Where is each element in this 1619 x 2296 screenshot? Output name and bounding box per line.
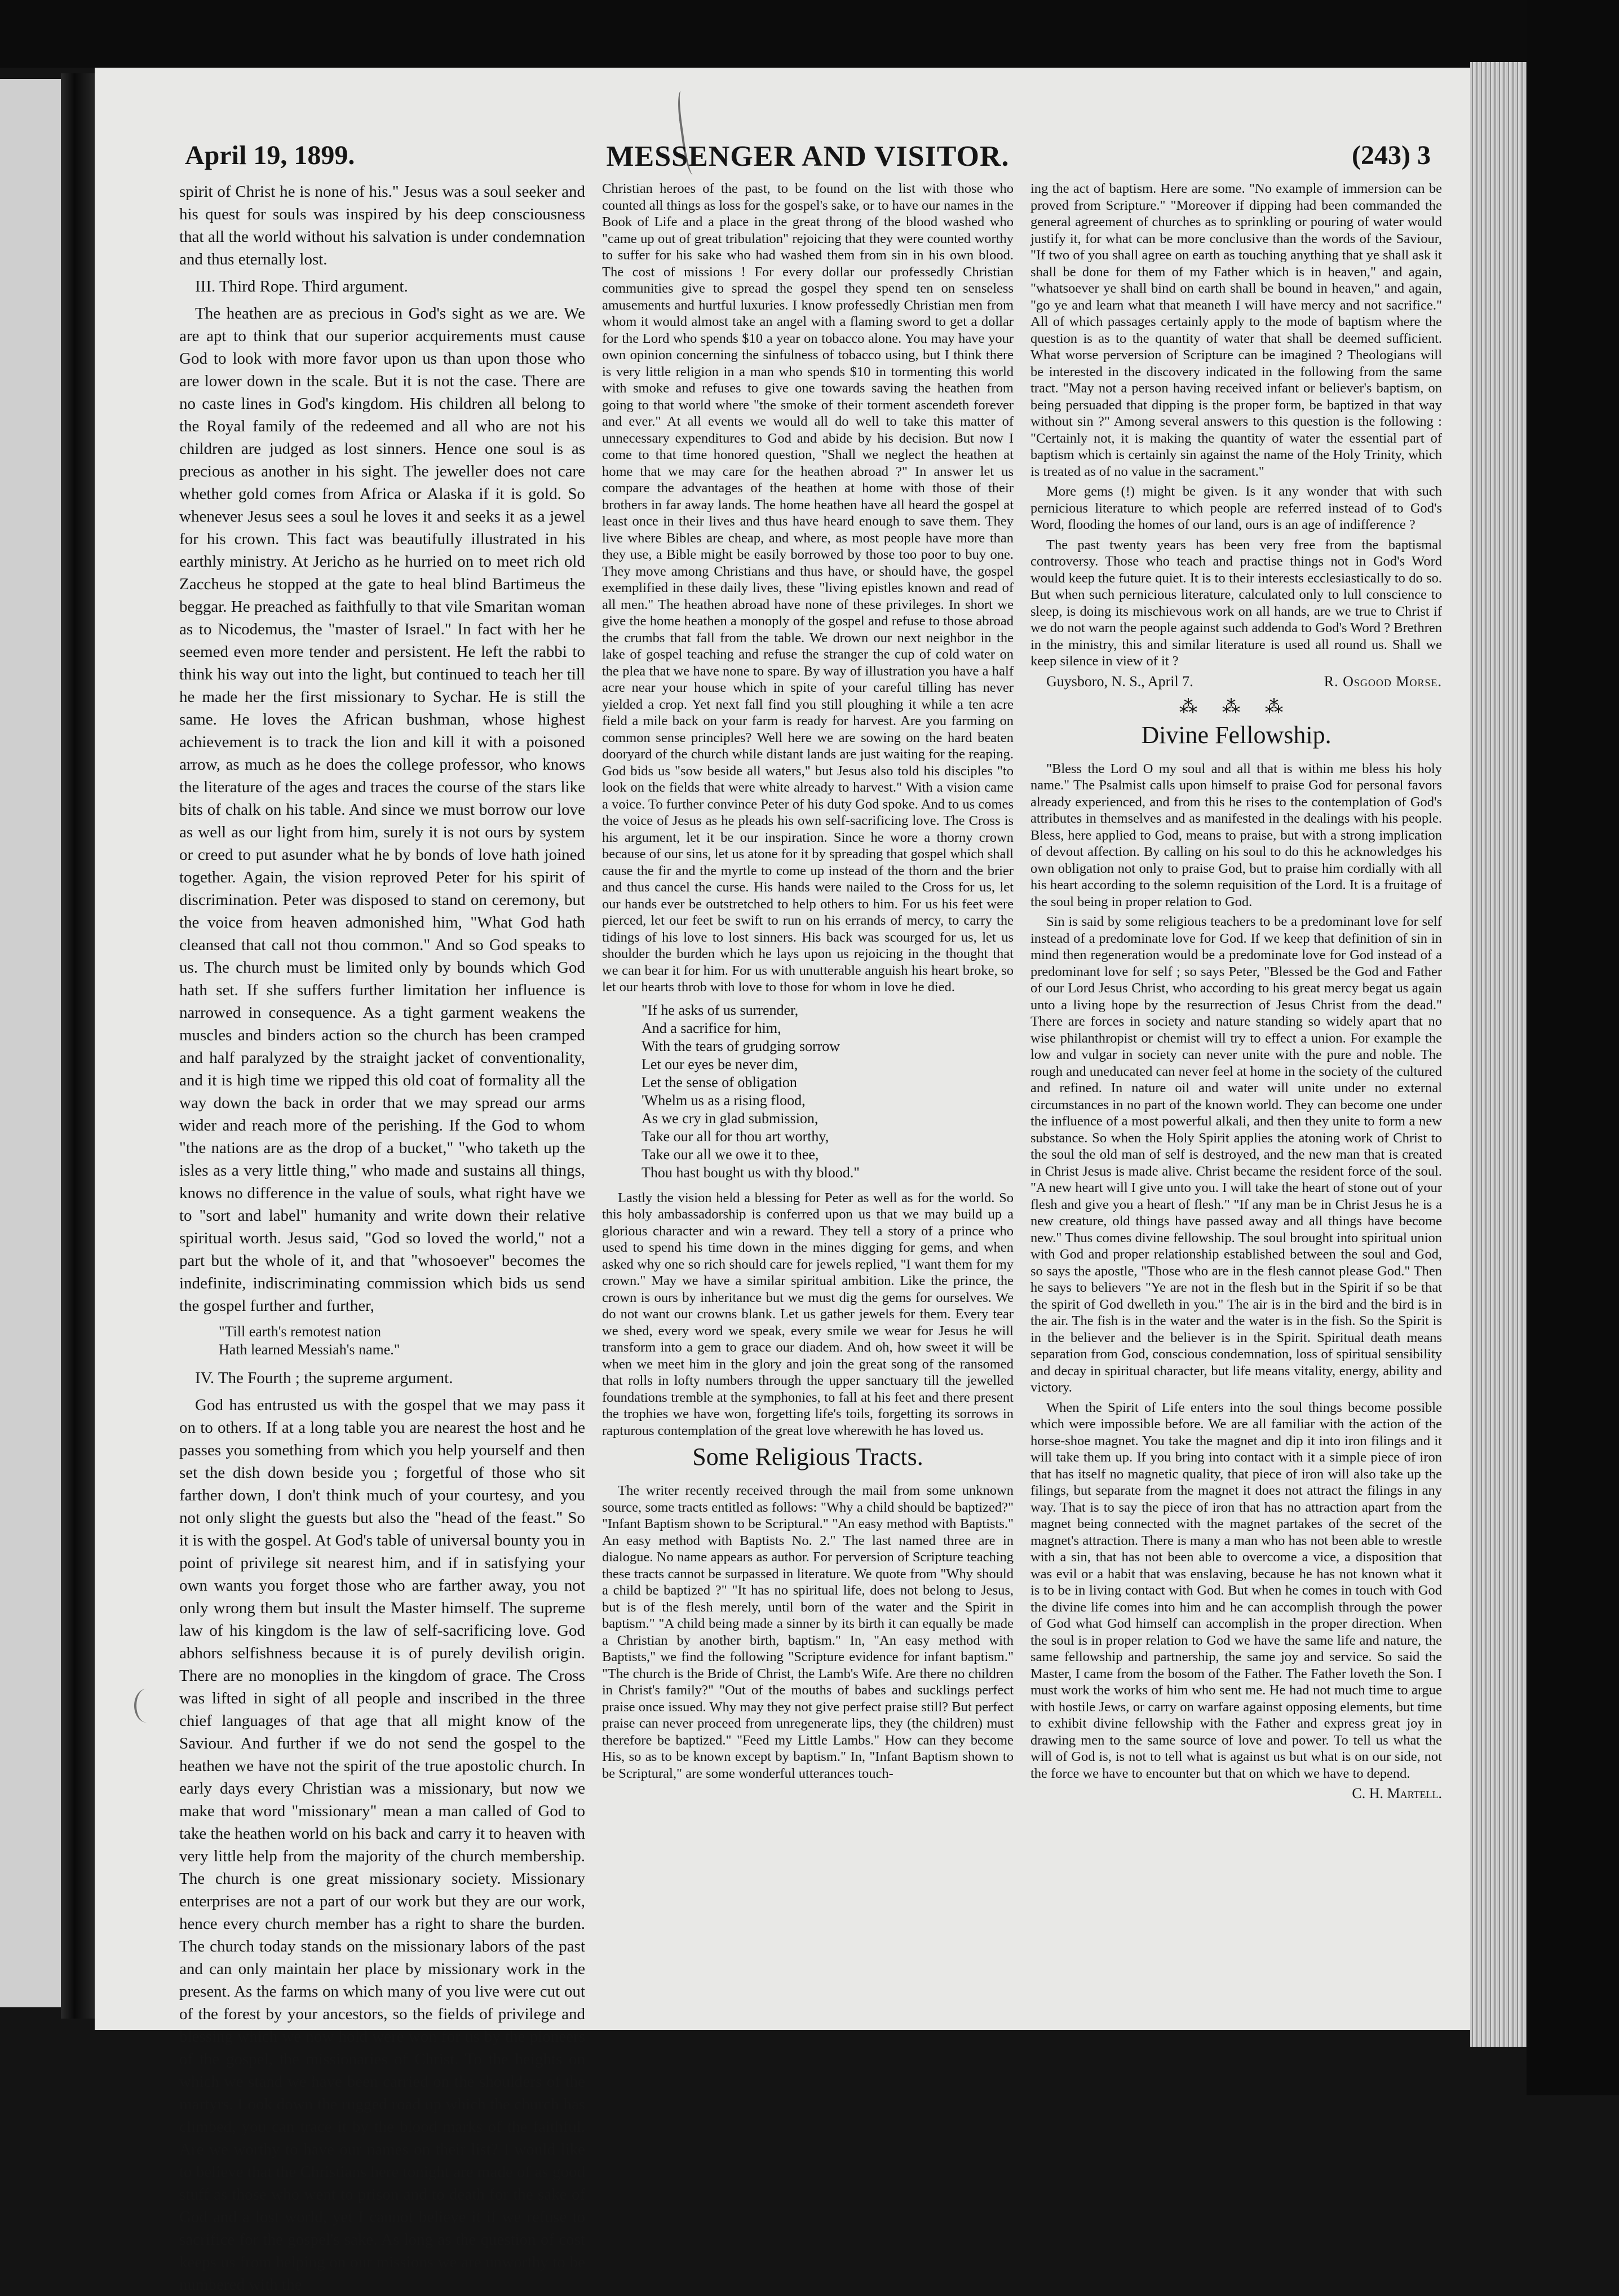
paragraph: spirit of Christ he is none of his." Jesus was a soul seeker and his quest for souls was inspired by his deep consciousness that all the world without his salvation is under condemnation and thus eternally lost.: [179, 183, 585, 268]
article-title: Some Religious Tracts.: [692, 1443, 923, 1471]
page-number: (243) 3: [1352, 140, 1431, 170]
verse-quote: "Till earth's remotest nation Hath learned Messiah's name.": [219, 1323, 400, 1358]
section-divider-ornament: ⁂ ⁂ ⁂: [1179, 696, 1293, 717]
page-header: [185, 140, 1431, 179]
paragraph: The heathen are as precious in God's sight as we are. We are apt to think that our superior acquirements must cause God to look with more favor upon us than upon those who are lower down in the scale. But it is not the case. There are no caste lines in God's kingdom. His children all belong to the Royal family of the redeemed and all who are not his children are judged as lost sinners. Hence one soul is as precious as another in his sight. The jeweller does not care whether gold comes from Africa or Alaska if it is gold. So whenever Jesus sees a soul he loves it and seeks it as a jewel for his crown. This fact was beautifully illustrated in his earthly ministry. At Jericho as he hurried on to meet rich old Zaccheus he stopped at the gate to heal blind Bartimeus the beggar. He preached as faithfully to that vile Smaritan woman as to Nicodemus, the "master of Israel." In fact with her he seemed even more tender and persistent. He left the rabbi to think his way out into the light, but continued to teach her till he made her the first missionary to Sychar. He is still the same. He loves the African bushman, whose highest achievement is to track the lion and kill it with a poisoned arrow, as much as he does the college professor, who knows the literature of the ages and traces the course of the stars like bits of chalk on his table. And since we must borrow our love as well as our light from him, surely it is not ours by system or creed to put asunder what he by bonds of love hath joined together. Again, the vision reproved Peter for his spirit of discrimination. Peter was disposed to stand on ceremony, but the voice from heaven admonished him, "What God hath cleansed that call not thou common." And so God speaks to us. The church must be limited only by bounds which God hath set. If she suffers further limitation her influence is narrowed in consequence. As a tight garment weakens the muscles and binders action so the church has been cramped and half paralyzed by the straight jacket of conventionality, and it is high time we ripped this old coat of formality all the way down the back in order that we may spread our arms wider and reach more of the perishing. If the God to whom "the nations are as the drop of a bucket," "who taketh up the isles as a very little thing," who made and sustains all things, knows no difference in the value of souls, what right have we to "sort and label" humanity and write down their relative spiritual worth. Jesus said, "God so loved the world," not a part but the whole of it, and that "whosoever" becomes the indefinite, indiscriminating commission which bids us send the gospel further and further,: [179, 304, 585, 1315]
subheading: III. Third Rope. Third argument.: [195, 277, 408, 295]
paragraph: The writer recently received through the mail from some unknown source, some tracts entitled as follows: "Why a child should be baptized?" "Infant Baptism shown to be Scriptural." "An easy method with Baptists." An easy method with Baptists No. 2." The last named three are in dialogue. No name appears as author. For perversion of Scripture teaching these tracts cannot be surpassed in literature. We quote from "Why should a child be baptized ?" "It has no spiritual life, does not belong to Jesus, but is of the flesh merely, until born of the water and the Spirit in baptism." "A child being made a sinner by its birth it can equally be made a Christian by another birth, baptism." In, "An easy method with Baptists," we find the following "Scripture evidence for infant baptism." "The church is the Bride of Christ, the Lamb's Wife. Are there no children in Christ's family?" "Out of the mouths of babes and sucklings perfect praise once issued. Why may they not give perfect praise still? But perfect praise can never proceed from unregenerate lips, they (the children) must therefore be baptized." "Feed my Little Lambs." How can they become His, so as to be known except by baptism." In, "Infant Baptism shown to be Scriptural," are some wonderful utterances touch-: [602, 1483, 1014, 1781]
paragraph: ing the act of baptism. Here are some. "No example of immersion can be proved from Scripture." "Moreover if dipping had been commanded the general agreement of churches as to sprinkling or pouring of water would justify it, for what can be more conclusive than the words of the Saviour, "If two of you shall agree on earth as touching anything that ye shall ask it shall be done for them of my Father which is in heaven," and again, "whatsoever ye shall bind on earth shall be bound in heaven," and again, "go ye and learn what that meaneth I will have mercy and not sacrifice." All of which passages certainly apply to the mode of baptism where the question is as to the quantity of water that shall be deemed sufficient. What worse perversion of Scripture can be imagined ? Theologians will be interested in the discovery indicated in the following from the same tract. "May not a person having received infant or believer's baptism, on being persuaded that dipping is the proper form, be baptized in that way without sin ?" Among several answers to this question is the following : "Certainly not, it is making the quantity of water the essential part of baptism which is certainly sin against the name of the Holy Trinity, which is treated as of no value in the sacrament.": [1030, 181, 1442, 479]
signature-place: Guysboro, N. S., April 7.: [1046, 673, 1193, 690]
signature-name: R. Osgood Morse.: [1324, 673, 1442, 690]
paragraph: Sin is said by some religious teachers to be a predominant love for self instead of a predominate love for God. If we keep that definition of sin in mind then regeneration would be a predominate love for God instead of a predominant love for self ; so says Peter, "Blessed be the God and Father of our Lord Jesus Christ, who according to his great mercy begat us again unto a living hope by the resurrection of Jesus Christ from the dead." There are forces in society and nature standing so widely apart that no wise philanthropist or chemist will try to effect a union. For example the low and vulgar in society can never unite with the pure and noble. The rough and uneducated can never feel at home in the society of the cultured and refined. In nature oil and water will unite under no external circumstances in no part of the known world. They can become one under the influence of a most powerful alkali, and then they unite to form a new substance. So when the Holy Spirit applies the atoning work of Christ to the soul the old man of self is destroyed, and the new man that is created in Christ Jesus is made alive. Christ became the resident force of the soul. "A new heart will I give unto you. I will take the heart of stone out of your flesh and give you a heart of flesh." "If any man be in Christ Jesus he is a new creature, old things have passed away and all things have become new." Thus comes divine fellowship. The soul brought into spiritual union with God and proper relationship established between the soul and God, so says the apostle, "Those who are in the flesh cannot please God." Then he says to believers "Ye are not in the flesh but in the Spirit if so be that the spirit of God dwelleth in you." The air is in the bird and the bird is in the air. The fish is in the water and the water is in the fish. So the Spirit is in the believer and the believer is in the Spirit. Spiritual death means separation from God, conscious condemnation, loss of spiritual sensibility and decay in spiritual character, but life means vitality, energy, ability and victory.: [1030, 914, 1442, 1395]
page-stack-edge: [1470, 62, 1527, 2047]
facing-page-edge: [0, 79, 61, 2007]
paragraph: Christian heroes of the past, to be found on the list with those who counted all things as loss for the gospel's sake, or to have our names in the Book of Life and a place in the great throng of the blood washed who "came up out of great tribulation" rejoicing that they were counted worthy to suffer for his sake who had washed them from sin in his own blood. The cost of missions ! For every dollar our professedly Christian communities give to spread the gospel they spend ten on senseless amusements and hurtful luxuries. I know professedly Christian men from whom it would almost take an angel with a flaming sword to get a dollar for the Lord who spends $10 a year on tobacco alone. You may have your own opinion concerning the sinfulness of tobacco using, but I think there is very little religion in a man who spends $10 in tormenting this world with smoke and refuses to give one towards saving the heathen from going to that world where "the smoke of their torment ascendeth forever and ever." At all events we would all do well to take this matter of unnecessary expenditures to God and abide by his decision. But now I come to that time honored question, "Shall we neglect the heathen at home that we may care for the heathen abroad ?" In answer let us compare the advantages of the heathen at home with those of their brothers in far away lands. The home heathen have all heard the gospel at least once in their lives and thus have heard enough to save them. They live where Bibles are cheap, and where, as most people have more than they use, a Bible might be easily borrowed by those too poor to buy one. They move among Christians and thus have, or should have, the gospel exemplified in these daily lives, these "living epistles known and read of all men." The heathen abroad have none of these privileges. In short we give the home heathen a monoply of the gospel and refuse to those abroad the crumbs that fall from the table. We drown our next neighbor in the lake of gospel teaching and refuse the stranger the cup of cold water on the plea that we have none to spare. By way of illustration you have a half acre near your house which in spite of your careful tilling has never yielded a crop. Yet next fall find you still ploughing it while a ten acre field a mile back on your farm is ready for harvest. Are you farming on common sense principles? Well here we are sowing on the hard beaten dooryard of the church while distant lands are just waiting for the reaping. God bids us "sow beside all waters," but Jesus also told his disciples "to look on the fields that were white already to harvest." With a vision came a voice. To further convince Peter of his duty God spoke. And to us comes the voice of Jesus as he pleads his own self-sacrificing love. The Cross is his argument, let it be our inspiration. Since he wore a thorny crown because of our sins, let us atone for it by spreading that gospel which shall cause the fir and the myrtle to come up instead of the thorn and the brier and thus cancel the curse. His hands were nailed to the Cross for us, let our hands ever be outstretched to help others to him. For us his feet were pierced, let our feet be swift to run on his errands of mercy, to carry the tidings of his love to lost sinners. His back was scourged for us, let us shoulder the burden which he lays upon us rejoicing in the thought that we can bear it for him. For us with unutterable anguish his heart broke, so let our hearts throb with love to those for whom in love he died.: [602, 181, 1014, 995]
issue-date: April 19, 1899.: [185, 140, 355, 170]
paragraph: More gems (!) might be given. Is it any wonder that with such pernicious literature to which people are referred instead of to God's Word, flooding the homes of our land, ours is an age of indifference ?: [1030, 484, 1442, 532]
margin-bracket-mark: [134, 1689, 159, 1723]
film-border-top: [0, 0, 1619, 68]
film-border-right: [1527, 0, 1619, 2095]
paragraph: "Bless the Lord O my soul and all that is within me bless his holy name." The Psalmist calls upon himself to praise God for personal favors already experienced, and from this he rises to the contemplation of God's attributes in themselves and as manifested in the dealings with his people. Bless, here applied to God, means to praise, but with a strong implication of devout affection. By calling on his soul to do this he acknowledges his own obligation not only to praise God, but to praise him cordially with all his heart according to the solemn requisition of the Lord. It is a fruitage of the soul being in proper relation to God.: [1030, 761, 1442, 909]
paragraph: God has entrusted us with the gospel that we may pass it on to others. If at a long table you are nearest the host and he passes you something from which you help yourself and then set the dish down beside you ; forgetful of those who sit farther down, I don't think much of your courtesy, and you not only slight the guests but also the "head of the feast." So it is with the gospel. At God's table of universal bounty you in point of privilege sit nearest him, and if in satisfying your own wants you forget those who are farther away, you not only wrong them but insult the Master himself. The supreme law of his kingdom is the law of self-sacrificing love. God abhors selfishness because it is of purely devilish origin. There are no monoplies in the kingdom of grace. The Cross was lifted in sight of all people and inscribed in the three chief languages of that age that all might know of the Saviour. And further if we do not send the gospel to the heathen we have not the spirit of the true apostolic church. In early days every Christian was a missionary, but now we make that word "missionary" mean a man called of God to take the heathen world on his back and carry it to heaven with very little help from the majority of the church membership. The church is one great missionary society. Missionary enterprises are not a part of our work but they are our work, hence every church member has a right to share the burden. The church today stands on the missionary labors of the past and can only maintain her place by missionary work in the present. As the farms on which many of you live were cut out of the forest by your ancestors, so the fields of privilege and blessing which we now hold were won for us by the pioneers of the gospel, the missionaries of Christ. To the heights on which we stand we have been carried on the shoulders of the martyrs. Look down the rugged road up which the church has climbed, you can trace it by the blood marks of the faithful. Are we worthy to have our names on their list? I would like to believe that the Christians here tonight are made of as good stuff as those who went to prison and to death for the sake of God and a lost world, yet I cannot believe it if we refuse to sacrifice for the gospel's sake. As long as the question of cost keeps us from helping on our missions we are unworthy to be numbered with the: [179, 1396, 585, 2294]
masthead-title: MESSENGER AND VISITOR.: [606, 140, 1010, 173]
paragraph: Lastly the vision held a blessing for Peter as well as for the world. So this holy ambassadorship is conferred upon us that we may build up a glorious character and win a reward. They tell a story of a prince who used to spend his time down in the mines digging for gems, and when asked why one so rich should care for jewels replied, "I want them for my crown." May we have a similar spiritual ambition. Like the prince, the crown is ours by inheritance but we must dig the gems for ourselves. We do not want our crowns blank. Let us gather jewels for them. Every tear we shed, every word we speak, every smile we wear for Jesus he will transform into a gem to grace our diadem. And oh, how sweet it will be when we meet him in the glory and join the great song of the ransomed that rolls in lofty numbers through the upper sanctuary till the jewelled foundations tremble at the symphonies, to fall at his feet and there present the trophies we have won, forgetting life's toils, forgetting its sorrows in rapturous contemplation of the great love wherewith he has loved us.: [602, 1190, 1014, 1438]
paragraph: The past twenty years has been very free from the baptismal controversy. Those who teach and practise things not in God's Word would keep the future quiet. It is to their interests ecclesiastically to do so. But when such pernicious literature, calculated only to lull conscience to sleep, is doing its mischievous work on all hands, are we true to Christ if we do not warn the people against such addenda to God's Word ? Brethren in the ministry, this and similar literature is used all round us. Shall we keep silence in view of it ?: [1030, 537, 1442, 669]
column-2: [602, 180, 1014, 2013]
signature-line: [1030, 673, 1442, 690]
article-signature: C. H. Martell.: [1352, 1785, 1442, 1802]
book-gutter: [61, 73, 95, 2019]
newspaper-page: [95, 68, 1470, 2294]
paragraph: When the Spirit of Life enters into the soul things become possible which were impossible before. We are all familiar with the action of the horse-shoe magnet. You take the magnet and dip it into iron filings and it will take them up. If you bring into contact with it a simple piece of iron that has itself no magnetic quality, that piece of iron will also take up the filings, but separate from the magnet it does not attract the filings in any way. That is to say the piece of iron that has no attraction apart from the magnet being connected with the magnet partakes of the secret of the magnet's attraction. There is many a man who has not been able to wrestle with a sin, that has not been able to overcome a vice, a disposition that was evil or a habit that was enslaving, because he has not known what it is to be in living contact with God. But when he comes in touch with God the divine life comes into him and he can accomplish through the power of God what God himself can accomplish in the proper direction. When the soul is in proper relation to God we have the same life and nature, the same fellowship and partnership, the same joy and service. So said the Master, I came from the bosom of the Father. The Father loveth the Son. I must work the works of him who sent me. He had not much time to argue with hostile Jews, or carry on warfare against opposing elements, but time to exhibit divine fellowship with the Father and express great joy in drawing men to the same source of love and power. To tell us what the will of God is, is not to tell what is against us but what is on our side, not the force we have to encounter but that on which we have to depend.: [1030, 1399, 1442, 1781]
article-title: Divine Fellowship.: [1141, 721, 1332, 749]
verse-quote: "If he asks of us surrender, And a sacrifice for him, With the tears of grudging sorrow Let our eyes be never dim, Let the sense of obligation 'Whelm us as a rising flood, As we cry in glad submission, Take our all for thou art worthy, Take our all we owe it to thee, Thou hast bought us with thy blood.": [642, 1001, 860, 1181]
subheading: IV. The Fourth ; the supreme argument.: [195, 1369, 453, 1387]
column-3: [1030, 180, 1442, 2013]
column-1: [179, 180, 585, 2294]
